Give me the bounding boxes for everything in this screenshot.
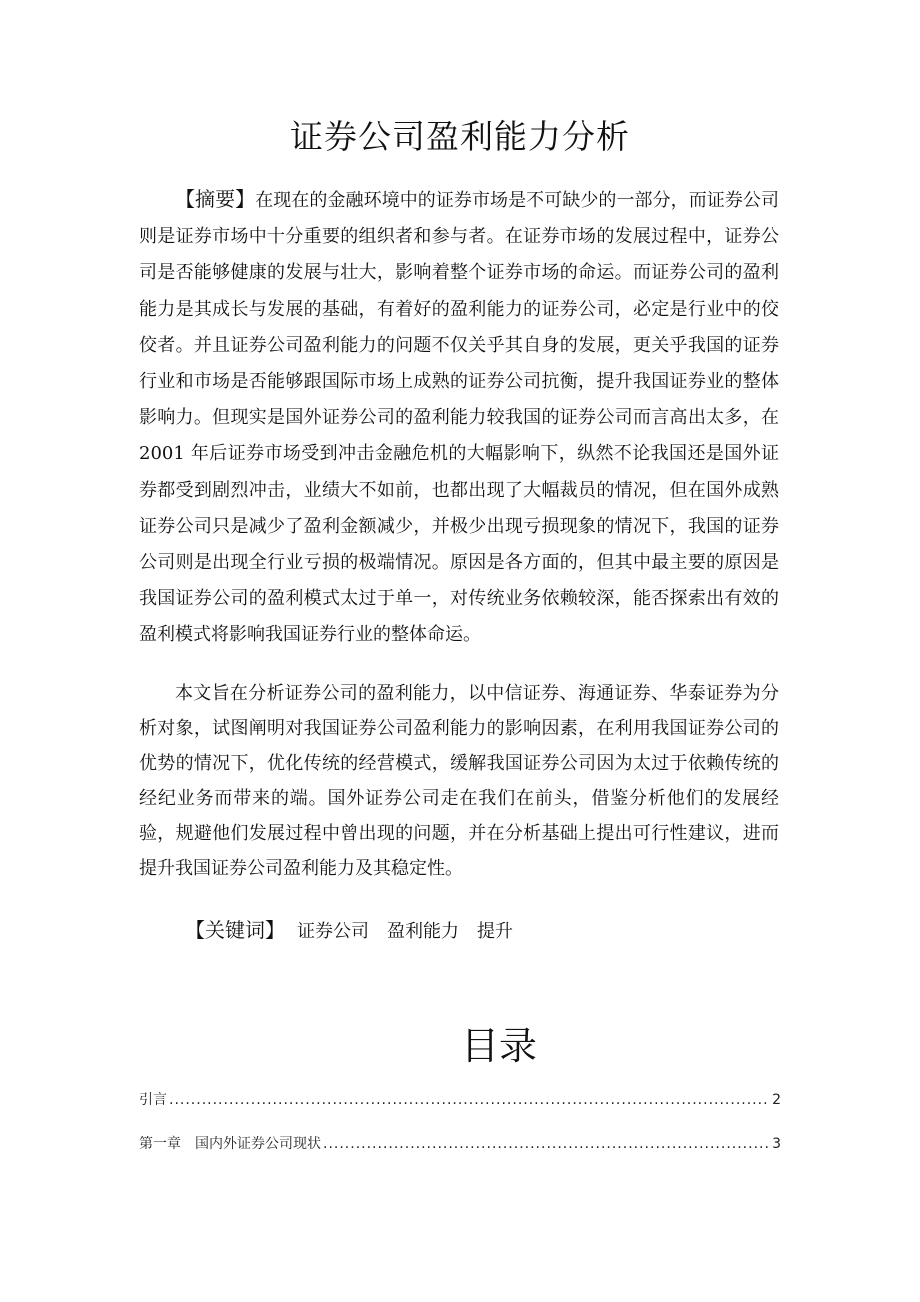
keyword: 盈利能力 — [387, 921, 459, 942]
document-title: 证券公司盈利能力分析 — [290, 117, 630, 156]
toc-entry-page[interactable]: 2 — [772, 1092, 781, 1108]
abstract-paragraph — [139, 181, 779, 654]
toc-entry-label[interactable]: 引言 — [139, 1092, 167, 1108]
toc-title: 目录 — [460, 1024, 537, 1068]
keyword: 提升 — [477, 921, 513, 942]
toc-entry-label[interactable]: 第一章 国内外证券公司现状 — [139, 1136, 321, 1152]
body-paragraph: 本文旨在分析证券公司的盈利能力，以中信证券、海通证券、华泰证券为分析对象，试图阐明对我国证券公司盈利能力的影响因素，在利用我国证券公司的优势的情况下，优化传统的经营模式，缓解我国证券公司因为太过于依赖传统的经纪业务而带来的端。国外证券公司走在我们在前头，借鉴分析他们的发展经验，规避他们发展过程中曾出现的问题，并在分析基础上提出可行性建议，进而提升我国证券公司盈利能力及其稳定性。 — [139, 683, 779, 879]
toc-entry[interactable] — [139, 1133, 781, 1153]
toc-leader-dots — [169, 1092, 770, 1108]
toc-leader-dots — [323, 1136, 770, 1152]
abstract-text: 在现在的金融环境中的证券市场是不可缺少的一部分，而证券公司则是证券市场中十分重要的组织者和参与者。在证券市场的发展过程中，证券公司是否能够健康的发展与壮大，影响着整个证券市场的命运。而证券公司的盈利能力是其成长与发展的基础，有着好的盈利能力的证券公司，必定是行业中的佼佼者。并且证券公司盈利能力的问题不仅关乎其自身的发展，更关乎我国的证券行业和市场是否能够跟国际市场上成熟的证券公司抗衡，提升我国证券业的整体影响力。但现实是国外证券公司的盈利能力较我国的证券公司而言高出太多，在 2001 年后证券市场受到冲击金融危机的大幅影响下，纵然不论我国还是国外证券都受到剧烈冲击，业绩大不如前，也都出现了大幅裁员的情况，但在国外成熟证券公司只是减少了盈利金额减少，并极少出现亏损现象的情况下，我国的证券公司则是出现全行业亏损的极端情况。原因是各方面的，但其中最主要的原因是我国证券公司的盈利模式太过于单一，对传统业务依赖较深，能否探索出有效的盈利模式将影响我国证券行业的整体命运。 — [139, 190, 779, 646]
keywords-line — [185, 912, 785, 950]
toc-entry[interactable] — [139, 1089, 781, 1109]
abstract-tag: 【摘要】 — [175, 187, 256, 211]
keywords-tag: 【关键词】 — [185, 918, 285, 942]
toc-entry-page[interactable]: 3 — [772, 1136, 781, 1152]
keyword: 证券公司 — [297, 921, 369, 942]
